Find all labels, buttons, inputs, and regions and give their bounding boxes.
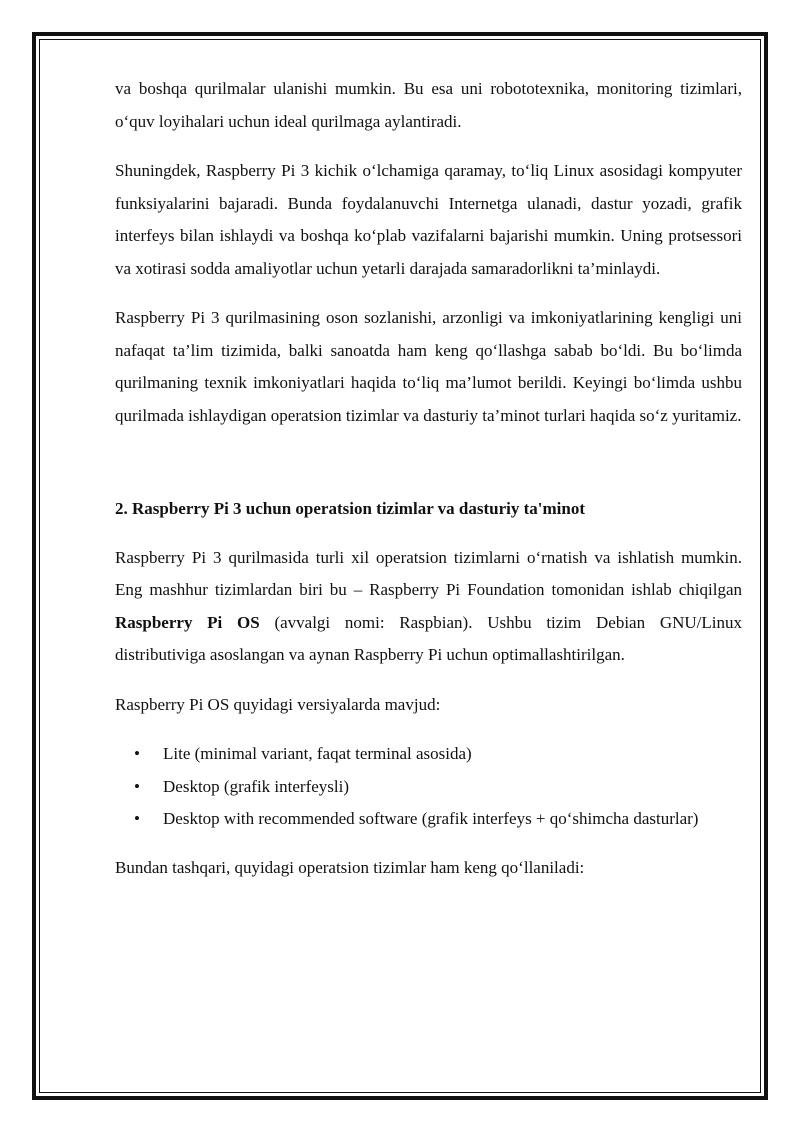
list-item — [115, 803, 742, 836]
paragraph-raspberry-pi-os — [115, 542, 742, 672]
paragraph-summary: Raspberry Pi 3 qurilmasining oson sozlanishi, arzonligi va imkoniyatlarining kengligi uni nafaqat ta’lim tizimida, balki sanoatda ham keng qo‘llashga sabab bo‘ldi. Bu bo‘limda qurilmaning texnik imkoniyatlari haqida to‘liq ma’lumot berildi. Keyingi bo‘limda ushbu qurilmada ishlaydigan operatsion tizimlar va dasturiy ta’minot turlari haqida so‘z yuritamiz. — [115, 308, 742, 425]
os-text-after: (avvalgi nomi: Raspbian). Ushbu tizim Debian GNU/Linux distributiviga asoslangan va aynan Raspberry Pi uchun optimallashtirilgan. — [115, 612, 742, 664]
os-text-before: Raspberry Pi 3 qurilmasida turli xil operatsion tizimlarni o‘rnatish va ishlatish mumkin. Eng mashhur tizimlardan biri bu – Raspberry Pi Foundation tomonidan ishlab chiqilgan — [115, 547, 742, 599]
list-item — [115, 738, 742, 771]
paragraph-continuation: va boshqa qurilmalar ulanishi mumkin. Bu esa uni robototexnika, monitoring tizimlari, o‘quv loyihalari uchun ideal qurilmaga aylantiradi. — [115, 79, 742, 131]
paragraph-versions-intro: Raspberry Pi OS quyidagi versiyalarda mavjud: — [115, 694, 441, 714]
bullet-icon: • — [134, 776, 140, 796]
os-name-bold: Raspberry Pi OS — [115, 612, 260, 632]
section-heading: 2. Raspberry Pi 3 uchun operatsion tizimlar va dasturiy ta'minot — [115, 499, 586, 518]
versions-list — [115, 738, 742, 836]
list-item — [115, 771, 742, 804]
document-body — [115, 73, 742, 901]
paragraph-linux-functions: Shuningdek, Raspberry Pi 3 kichik o‘lchamiga qaramay, to‘liq Linux asosidagi kompyuter funksiyalarini bajaradi. Bunda foydalanuvchi Internetga ulanadi, dastur yozadi, grafik interfeys bilan ishlaydi va boshqa ko‘plab vazifalarni bajarishi mumkin. Uning protsessori va xotirasi sodda amaliyotlar uchun yetarli darajada samaradorlikni ta’minlaydi. — [115, 161, 742, 278]
bullet-icon: • — [134, 744, 140, 763]
paragraph-closing: Bundan tashqari, quyidagi operatsion tizimlar ham keng qo‘llaniladi: — [115, 857, 585, 877]
list-item-text: Lite (minimal variant, faqat terminal asosida) — [163, 744, 472, 763]
list-item-text: Desktop (grafik interfeysli) — [163, 776, 349, 796]
bullet-icon: • — [134, 809, 140, 828]
list-item-text: Desktop with recommended software (grafik interfeys + qo‘shimcha dasturlar) — [163, 809, 699, 828]
